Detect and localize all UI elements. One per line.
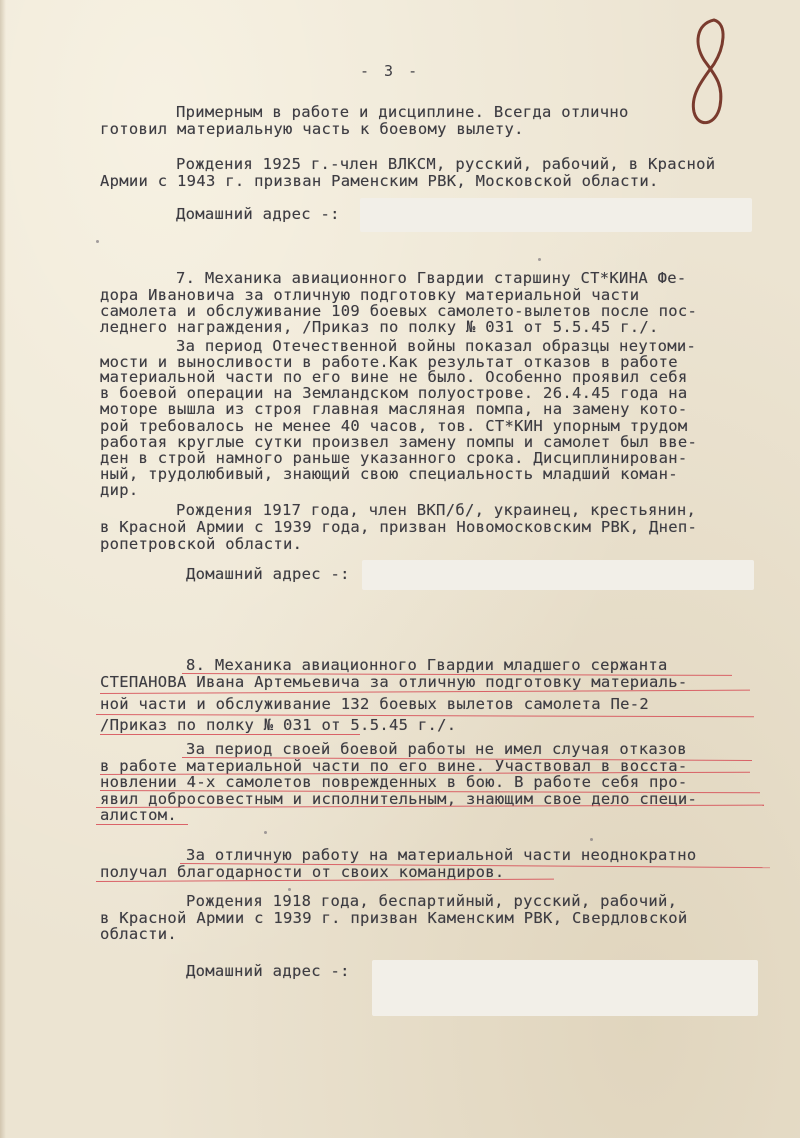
- section-7-line-3: самолета и обслуживание 109 боевых самолето-вылетов после пос-: [100, 302, 698, 320]
- redacted-address-3: [372, 960, 758, 1016]
- section-8-desc-line-1: За период своей боевой работы не имел случая отказов: [186, 740, 687, 758]
- section-7-desc-line-7: работая круглые сутки произвел замену помпы и самолет был вве-: [100, 433, 698, 451]
- section-6-bio-line-2: Армии с 1943 г. призван Раменским РВК, Московской области.: [100, 172, 659, 190]
- section-8-desc-line-5: алистом.: [100, 806, 178, 824]
- section-8-desc-line-3: новлении 4-х самолетов поврежденных в бою. В работе себя про-: [100, 773, 688, 791]
- section-8-desc-line-4: явил добросовестным и исполнительным, знающим свое дело специ-: [100, 790, 698, 808]
- section-8-line-4: /Приказ по полку № 031 от 5.5.45 г./.: [100, 716, 457, 734]
- section-7-desc-line-4: в боевой операции на Земландском полуострове. 26.4.45 года на: [100, 384, 688, 402]
- red-underline: [100, 734, 360, 735]
- section-7-line-1: 7. Механика авиационного Гвардии старшину СТ*КИНА Фе-: [176, 269, 687, 287]
- section-7-bio-line-2: в Красной Армии с 1939 года, призван Новомосковским РВК, Днеп-: [100, 518, 698, 536]
- section-7-desc-line-3: материальной части по его вине не было. Особенно проявил себя: [100, 368, 688, 386]
- section-7-desc-line-10: дир.: [100, 481, 139, 499]
- page-number: - 3 -: [360, 62, 421, 80]
- section-7-desc-line-9: ный, трудолюбивый, знающий свою специальность младший коман-: [100, 465, 678, 483]
- section-8-note-line-2: получал благодарности от своих командиров.: [100, 863, 505, 881]
- section-7-bio-line-3: ропетровской области.: [100, 535, 303, 553]
- ink-speck: [590, 838, 593, 841]
- section-7-line-2: дора Ивановича за отличную подготовку материальной части: [100, 286, 640, 304]
- ink-speck: [96, 240, 99, 243]
- section-6-bio-line-1: Рождения 1925 г.-член ВЛКСМ, русский, рабочий, в Красной: [176, 155, 716, 173]
- red-underline: [96, 824, 188, 825]
- section-7-bio-line-1: Рождения 1917 года, член ВКП/б/, украинец, крестьянин,: [176, 501, 697, 519]
- section-8-bio-line-2: в Красной Армии с 1939 г. призван Каменским РВК, Свердловской: [100, 909, 688, 927]
- section-8-line-2: СТЕПАНОВА Ивана Артемьевича за отличную подготовку материаль-: [100, 673, 688, 691]
- section-6-line-2: готовил материальную часть к боевому вылету.: [100, 120, 524, 138]
- section-7-desc-line-1: За период Отечественной войны показал образцы неутоми-: [176, 337, 697, 355]
- section-8-bio-line-3: области.: [100, 925, 178, 943]
- section-6-line-1: Примерным в работе и дисциплине. Всегда отлично: [176, 103, 629, 121]
- handwritten-page-number-8: [684, 14, 734, 134]
- section-8-address-label: Домашний адрес -:: [186, 962, 350, 980]
- section-8-line-3: ной части и обслуживание 132 боевых вылетов самолета Пе-2: [100, 695, 650, 713]
- redacted-address-1: [360, 198, 752, 232]
- redacted-address-2: [362, 560, 754, 590]
- section-6-address-label: Домашний адрес -:: [176, 205, 340, 223]
- section-7-line-4: леднего награждения, /Приказ по полку № 031 от 5.5.45 г./.: [100, 318, 659, 336]
- ink-speck: [288, 888, 291, 891]
- section-8-note-line-1: За отличную работу на материальной части неоднократно: [186, 846, 697, 864]
- section-7-desc-line-5: моторе вышла из строя главная масляная помпа, на замену кото-: [100, 400, 688, 418]
- section-7-desc-line-2: мости и выносливости в работе.Как результат отказов в работе: [100, 353, 678, 371]
- section-7-address-label: Домашний адрес -:: [186, 565, 350, 583]
- section-7-desc-line-8: ден в строй намного раньше указанного срока. Дисциплинирован-: [100, 449, 688, 467]
- ink-speck: [264, 831, 267, 834]
- section-8-bio-line-1: Рождения 1918 года, беспартийный, русский, рабочий,: [186, 892, 678, 910]
- section-8-desc-line-2: в работе материальной части по его вине. Участвовал в восста-: [100, 757, 688, 775]
- section-8-line-1: 8. Механика авиационного Гвардии младшего сержанта: [186, 656, 668, 674]
- ink-speck: [538, 258, 541, 261]
- section-7-desc-line-6: рой требовалось не менее 40 часов, тов. СТ*КИН упорным трудом: [100, 417, 688, 435]
